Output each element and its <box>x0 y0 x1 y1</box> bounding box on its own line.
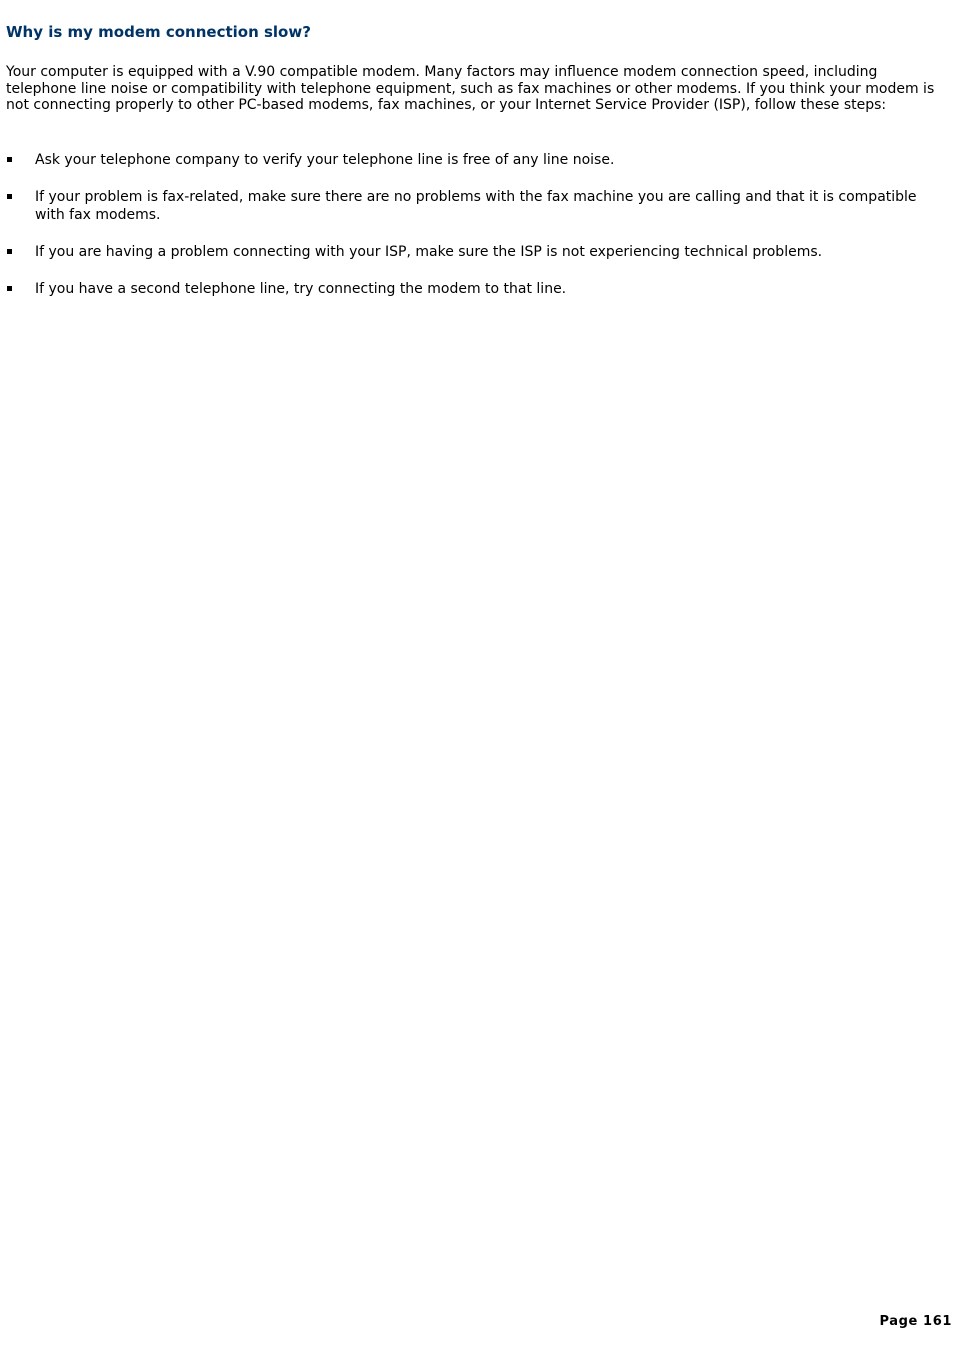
list-item <box>0 280 940 298</box>
intro-paragraph: Your computer is equipped with a V.90 compatible modem. Many factors may influence modem connection speed, including telephone line noise or compatibility with telephone equipment, such as fax machines or other modems. If you think your modem is not connecting properly to other PC-based modems, fax machines, or your Internet Service Provider (ISP), follow these steps: <box>6 64 935 114</box>
bullet-icon <box>7 286 12 291</box>
list-item-text: If you have a second telephone line, try connecting the modem to that line. <box>35 281 567 297</box>
page-title: Why is my modem connection slow? <box>6 23 311 41</box>
bullet-icon <box>7 194 12 199</box>
steps-list <box>0 151 940 317</box>
list-item <box>0 188 940 224</box>
list-item <box>0 151 940 169</box>
list-item <box>0 243 940 261</box>
page-number: Page 161 <box>879 1314 952 1329</box>
list-item-text: If you are having a problem connecting with your ISP, make sure the ISP is not experiencing technical problems. <box>35 244 823 260</box>
bullet-icon <box>7 249 12 254</box>
list-item-text: Ask your telephone company to verify your telephone line is free of any line noise. <box>35 152 615 168</box>
bullet-icon <box>7 157 12 162</box>
list-item-text: If your problem is fax-related, make sure there are no problems with the fax machine you are calling and that it is compatible with fax modems. <box>35 189 917 223</box>
